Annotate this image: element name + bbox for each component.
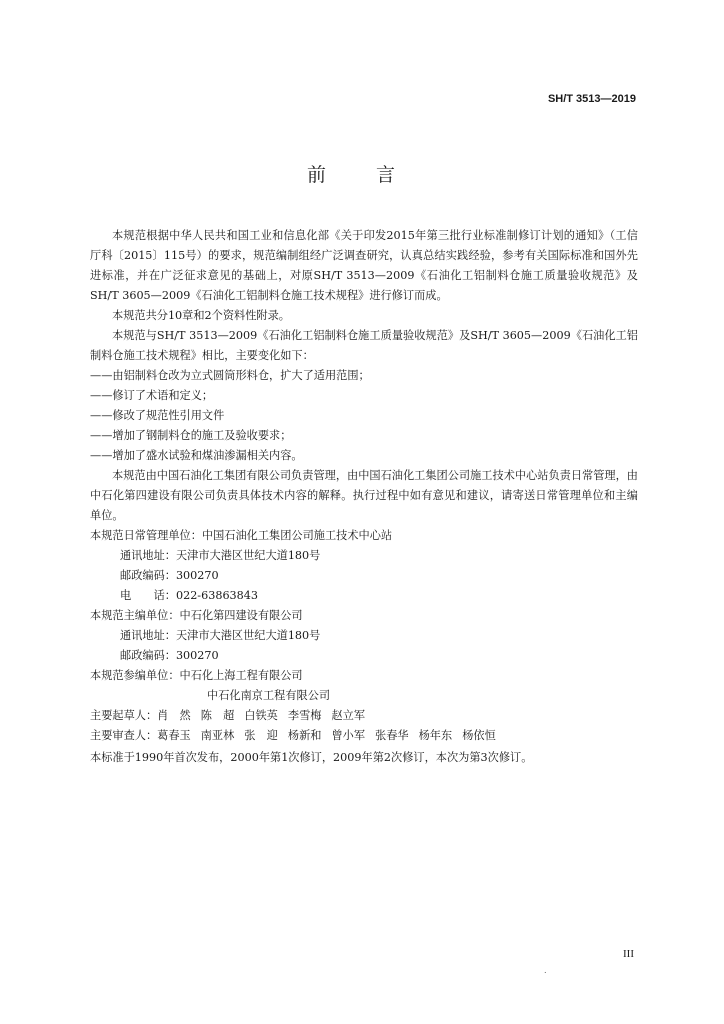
footer-mark: . (544, 966, 547, 975)
page-title: 前 言 (306, 164, 418, 186)
change-item: ——增加了钢制料仓的施工及验收要求； (90, 429, 292, 442)
main-drafters: 主要起草人：肖 然 陈 超 白铁英 李雪梅 赵立军 (90, 709, 366, 722)
change-item: ——修订了术语和定义； (90, 389, 214, 402)
page-number: III (623, 948, 634, 960)
chief-postcode: 邮政编码：300270 (120, 649, 219, 662)
paragraph-structure: 本规范共分10章和2个资料性附录。 (112, 309, 290, 322)
daily-address: 通讯地址：天津市大港区世纪大道180号 (120, 549, 321, 562)
paragraph-management: 本规范由中国石油化工集团有限公司负责管理，由中国石油化工集团公司施工技术中心站负责日常管理，由中石化第四建设有限公司负责具体技术内容的解释。执行过程中如有意见和建议，请寄送日常管理单位和主编单位。 (90, 469, 638, 522)
daily-management-unit: 本规范日常管理单位：中国石油化工集团公司施工技术中心站 (90, 529, 393, 542)
chief-editor-unit: 本规范主编单位：中石化第四建设有限公司 (90, 609, 303, 622)
paragraph-comparison: 本规范与SH/T 3513—2009《石油化工铝制料仓施工质量验收规范》及SH/T 3605—2009《石油化工铝制料仓施工技术规程》相比，主要变化如下： (90, 329, 638, 362)
paragraph-basis: 本规范根据中华人民共和国工业和信息化部《关于印发2015年第三批行业标准制修订计划的通知》（工信厅科〔2015〕115号）的要求，规范编制组经广泛调查研究，认真总结实践经验，参考有关国际标准和国外先进标准，并在广泛征求意见的基础上，对原SH/T 3513—2009《石油化工铝制料仓施工质量验收规范》及SH/T 3605—2009《石油化工铝制料仓施工技术规程》进行修订而成。 (90, 229, 638, 302)
participating-unit-2: 中石化南京工程有限公司 (207, 689, 331, 702)
daily-postcode: 邮政编码：300270 (120, 569, 219, 582)
change-item: ——由铝制料仓改为立式圆筒形料仓，扩大了适用范围； (90, 369, 370, 382)
participating-unit: 本规范参编单位：中石化上海工程有限公司 (90, 669, 303, 682)
change-item: ——修改了规范性引用文件 (90, 409, 225, 422)
daily-phone: 电 话：022-63863843 (120, 589, 259, 602)
foreword-body (90, 226, 638, 746)
revision-history-note: 本标准于1990年首次发布，2000年第1次修订，2009年第2次修订，本次为第3次修订。 (90, 751, 533, 764)
chief-address: 通讯地址：天津市大港区世纪大道180号 (120, 629, 321, 642)
main-reviewers: 主要审查人：葛春玉 南亚林 张 迎 杨新和 曾小军 张春华 杨年东 杨依恒 (90, 729, 496, 742)
change-item: ——增加了盛水试验和煤油渗漏相关内容。 (90, 449, 303, 462)
standard-code: SH/T 3513—2019 (547, 93, 636, 105)
